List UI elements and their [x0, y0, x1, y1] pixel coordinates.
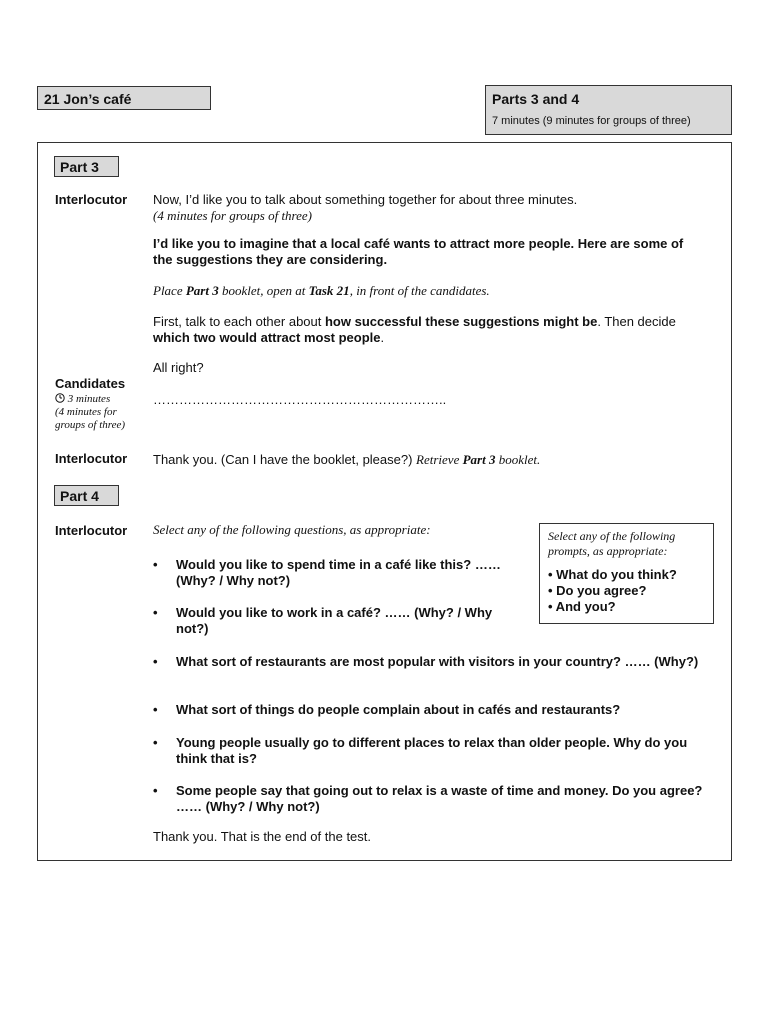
- question-list-c: [153, 654, 708, 670]
- question-item: • Would you like to work in a café? …… (Why? / Why not?): [153, 605, 503, 637]
- question-list-b: [153, 605, 503, 637]
- part4-interlocutor-label: Interlocutor: [55, 523, 128, 538]
- question-item: • Young people usually go to different places to relax than older people. Why do you think that is?: [153, 735, 713, 767]
- question-list-a: [153, 557, 503, 589]
- part3-label: Part 3: [54, 156, 119, 177]
- question-item: • Would you like to spend time in a café like this? …… (Why? / Why not?): [153, 557, 503, 589]
- part3-interlocutor-label: Interlocutor: [55, 192, 128, 207]
- prompts-list: [548, 567, 705, 615]
- part3-place-instruction: Place Part 3 booklet, open at Task 21, in front of the candidates.: [153, 283, 490, 298]
- candidates-time: [55, 393, 145, 432]
- question-list-f: [153, 783, 713, 815]
- candidates-dots: …………………………………………………………..: [153, 392, 447, 407]
- prompts-intro: Select any of the following prompts, as appropriate:: [548, 529, 676, 558]
- part3-thanks: Thank you. (Can I have the booklet, please?) Retrieve Part 3 booklet.: [153, 452, 541, 467]
- clock-icon: [55, 393, 65, 403]
- part3-interlocutor2-label: Interlocutor: [55, 451, 128, 466]
- part4-select-line: Select any of the following questions, as appropriate:: [153, 522, 431, 537]
- parts-info-box: [485, 85, 732, 135]
- question-list-e: [153, 735, 713, 767]
- task-title: 21 Jon’s café: [44, 91, 132, 107]
- prompt-item: • Do you agree?: [548, 583, 647, 598]
- part3-imagine-text: I’d like you to imagine that a local café wants to attract more people. Here are some of the suggestions they are considering.: [153, 236, 684, 267]
- task-title-box: [37, 86, 211, 110]
- candidates-groups: (4 minutes for groups of three): [55, 406, 126, 431]
- part3-all-right: All right?: [153, 360, 204, 375]
- question-item: • What sort of restaurants are most popular with visitors in your country? …… (Why?): [153, 654, 708, 670]
- part3-intro: [153, 192, 693, 224]
- prompt-item: • What do you think?: [548, 567, 677, 582]
- parts-title: Parts 3 and 4: [492, 91, 580, 107]
- part3-first-text: First, talk to each other about how successful these suggestions might be. Then decide which two would attract most people.: [153, 314, 676, 345]
- question-item: • Some people say that going out to relax is a waste of time and money. Do you agree? …… (Why? / Why not?): [153, 783, 713, 815]
- part4-label: Part 4: [54, 485, 119, 506]
- candidates-minutes: 3 minutes: [67, 393, 111, 405]
- prompt-item: • And you?: [548, 599, 616, 614]
- end-of-test: Thank you. That is the end of the test.: [153, 829, 372, 844]
- question-list-d: [153, 702, 708, 718]
- part3-line1-groups: (4 minutes for groups of three): [153, 208, 312, 223]
- candidates-label: Candidates: [55, 376, 126, 391]
- question-item: • What sort of things do people complain about in cafés and restaurants?: [153, 702, 708, 718]
- prompts-box: [539, 523, 714, 624]
- part3-line1: Now, I’d like you to talk about something together for about three minutes.: [153, 192, 578, 207]
- parts-time: 7 minutes (9 minutes for groups of three): [492, 115, 691, 127]
